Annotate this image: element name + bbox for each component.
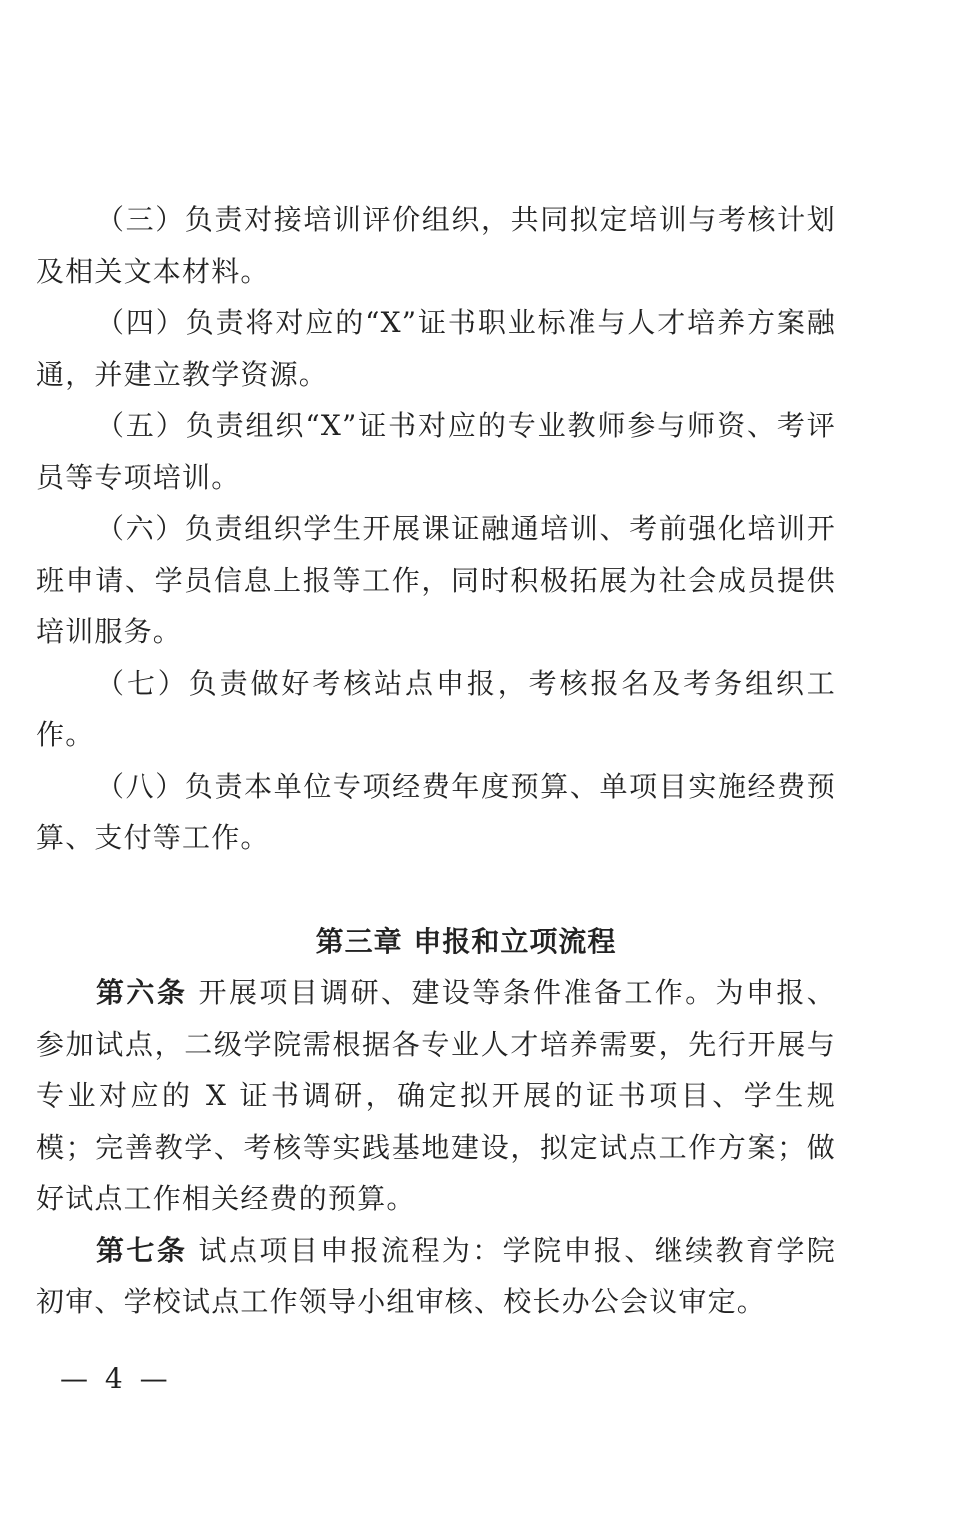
article-7-label: 第七条	[96, 1233, 188, 1267]
article-6-label: 第六条	[96, 976, 188, 1009]
paragraph-item-8: （八）负责本单位专项经费年度预算、单项目实施经费预算、支付等工作。	[36, 769, 836, 854]
page-number: — 4 —	[60, 1362, 172, 1395]
article-7	[36, 1225, 836, 1328]
paragraph-item-5: （五）负责组织“X”证书对应的专业教师参与师资、考评员等专项培训。	[36, 409, 836, 494]
chapter-title: 第三章 申报和立项流程	[315, 924, 617, 958]
paragraph-item-6: （六）负责组织学生开展课证融通培训、考前强化培训开班申请、学员信息上报等工作，同时积极拓展为社会成员提供培训服务。	[36, 512, 836, 648]
paragraph-item-7: （七）负责做好考核站点申报，考核报名及考务组织工作。	[36, 666, 836, 751]
article-6	[36, 967, 836, 1225]
article-6-text: 开展项目调研、建设等条件准备工作。为申报、参加试点，二级学院需根据各专业人才培养需要，先行开展与专业对应的 X 证书调研，确定拟开展的证书项目、学生规模；完善教学、考核等实践基地建设，拟定试点工作方案；做好试点工作相关经费的预算。	[36, 976, 836, 1215]
paragraph-item-4: （四）负责将对应的“X”证书职业标准与人才培养方案融通，并建立教学资源。	[36, 306, 836, 391]
article-7-text: 试点项目申报流程为：学院申报、继续教育学院初审、学校试点工作领导小组审核、校长办公会议审定。	[36, 1233, 836, 1318]
document-body	[36, 194, 836, 1328]
paragraph-item-3: （三）负责对接培训评价组织，共同拟定培训与考核计划及相关文本材料。	[36, 203, 836, 288]
